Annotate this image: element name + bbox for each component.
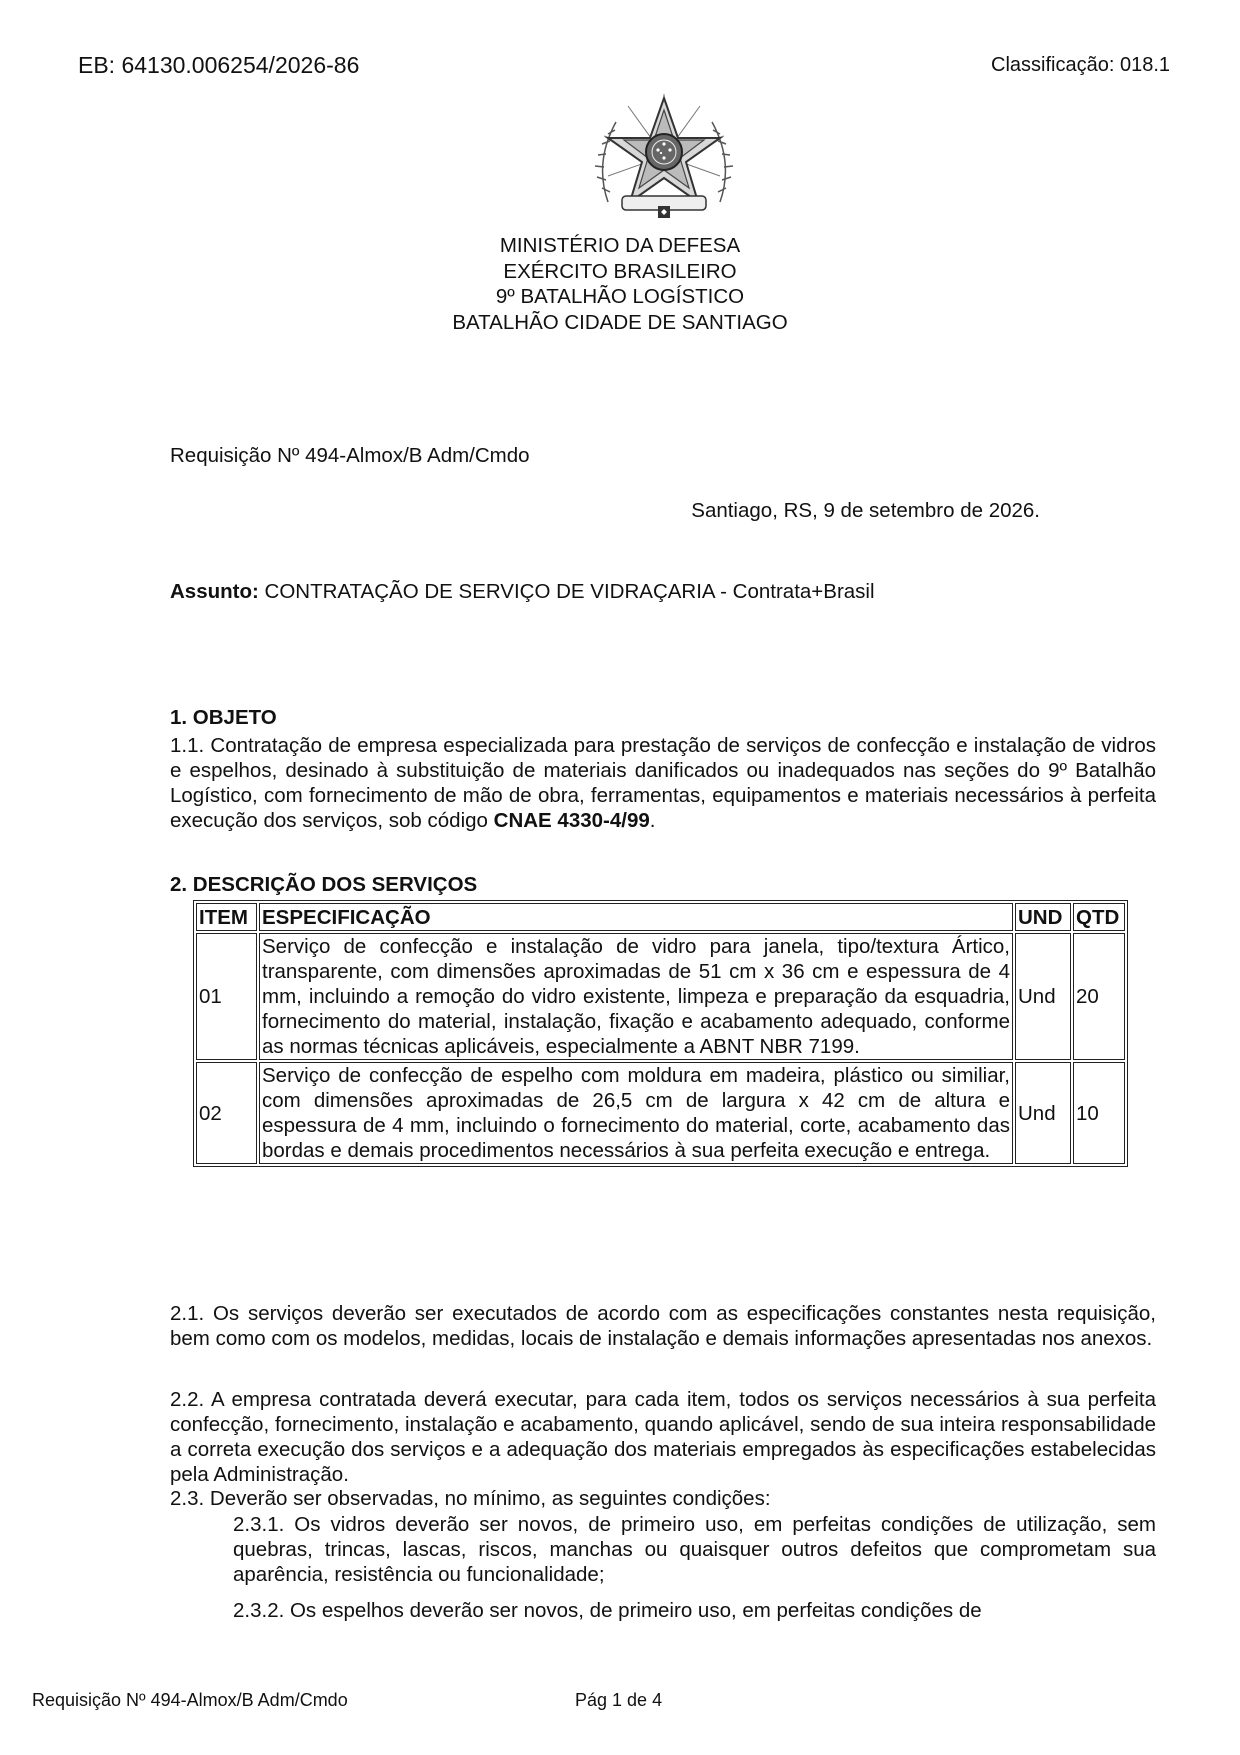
- table-header-row: [196, 903, 1125, 931]
- header-unit: UND: [1015, 903, 1071, 931]
- footer-requisition: Requisição Nº 494-Almox/B Adm/Cmdo: [32, 1690, 348, 1710]
- quantity-cell: 20: [1073, 933, 1125, 1060]
- paragraph-2-2: 2.2. A empresa contratada deverá executar, para cada item, todos os serviços necessários à sua perfeita confecção, fornecimento, instalação e acabamento, quando aplicável, sendo de sua inteira responsabilidade a correta execução dos serviços e a adequação dos materiais empregados às especificações estabelecidas pela Administração.: [170, 1388, 1156, 1486]
- paragraph-2-3: 2.3. Deverão ser observadas, no mínimo, as seguintes condições:: [170, 1487, 771, 1510]
- item-cell: 01: [196, 933, 257, 1060]
- subject-text: CONTRATAÇÃO DE SERVIÇO DE VIDRAÇARIA - Contrata+Brasil: [258, 580, 875, 603]
- table-row: [196, 933, 1125, 1060]
- paragraph-1-1: [170, 733, 1156, 833]
- specification-cell: Serviço de confecção e instalação de vidro para janela, tipo/textura Ártico, transparente, com dimensões aproximadas de 51 cm x 36 cm e espessura de 4 mm, incluindo a remoção do vidro existente, limpeza e preparação da esquadria, fornecimento do material, instalação, fixação e acabamento adequado, conforme as normas técnicas aplicáveis, especialmente a ABNT NBR 7199.: [259, 933, 1013, 1060]
- org-ministry: MINISTÉRIO DA DEFESA: [499, 234, 741, 257]
- subject-label: Assunto:: [170, 580, 259, 603]
- org-battalion: 9º BATALHÃO LOGÍSTICO: [495, 285, 745, 308]
- header-quantity: QTD: [1073, 903, 1125, 931]
- classification: Classificação: 018.1: [991, 54, 1170, 76]
- item-cell: 02: [196, 1062, 257, 1164]
- document-date: Santiago, RS, 9 de setembro de 2026.: [691, 499, 1040, 522]
- paragraph-2-3-1: 2.3.1. Os vidros deverão ser novos, de primeiro uso, em perfeitas condições de utilização, sem quebras, trincas, lascas, riscos, manchas ou quaisquer outros defeitos que comprometam sua aparência, resistência ou funcionalidade;: [233, 1513, 1156, 1586]
- unit-cell: Und: [1015, 933, 1071, 1060]
- org-army: EXÉRCITO BRASILEIRO: [503, 259, 737, 283]
- services-table: [193, 900, 1128, 1167]
- paragraph-1-1-end: .: [649, 809, 656, 832]
- unit-cell: Und: [1015, 1062, 1071, 1164]
- coat-of-arms-emblem: [588, 92, 740, 222]
- paragraph-2-1: 2.1. Os serviços deverão ser executados de acordo com as especificações constantes nesta requisição, bem como com os modelos, medidas, locais de instalação e demais informações apresentadas nos anexos.: [170, 1302, 1156, 1350]
- cnae-code: CNAE 4330-4/99: [493, 809, 650, 832]
- header-specification: ESPECIFICAÇÃO: [259, 903, 1013, 931]
- quantity-cell: 10: [1073, 1062, 1125, 1164]
- paragraph-2-3-2: 2.3.2. Os espelhos deverão ser novos, de primeiro uso, em perfeitas condições de: [233, 1599, 982, 1622]
- section-2-title: 2. DESCRIÇÃO DOS SERVIÇOS: [170, 873, 478, 896]
- table-row: [196, 1062, 1125, 1164]
- requisition-number: Requisição Nº 494-Almox/B Adm/Cmdo: [170, 444, 530, 467]
- specification-cell: Serviço de confecção de espelho com moldura em madeira, plástico ou similiar, com dimensões aproximadas de 26,5 cm de largura x 42 cm de altura e espessura de 4 mm, incluindo o fornecimento do material, corte, acabamento das bordas e demais procedimentos necessários à sua perfeita execução e entrega.: [259, 1062, 1013, 1164]
- footer-page-number: Pág 1 de 4: [575, 1690, 663, 1710]
- organization-block: [0, 233, 1240, 335]
- org-battalion-name: BATALHÃO CIDADE DE SANTIAGO: [452, 310, 788, 334]
- document-number: EB: 64130.006254/2026-86: [78, 52, 360, 78]
- header-item: ITEM: [196, 903, 257, 931]
- subject-line: [170, 579, 875, 604]
- paragraph-1-1-text: 1.1. Contratação de empresa especializada para prestação de serviços de confecção e instalação de vidros e espelhos, desinado à substituição de materiais danificados ou inadequados nas seções do 9º Batalhão Logístico, com fornecimento de mão de obra, ferramentas, equipamentos e materiais necessários à perfeita execução dos serviços, sob código: [170, 734, 1156, 832]
- section-1-title: 1. OBJETO: [170, 706, 277, 729]
